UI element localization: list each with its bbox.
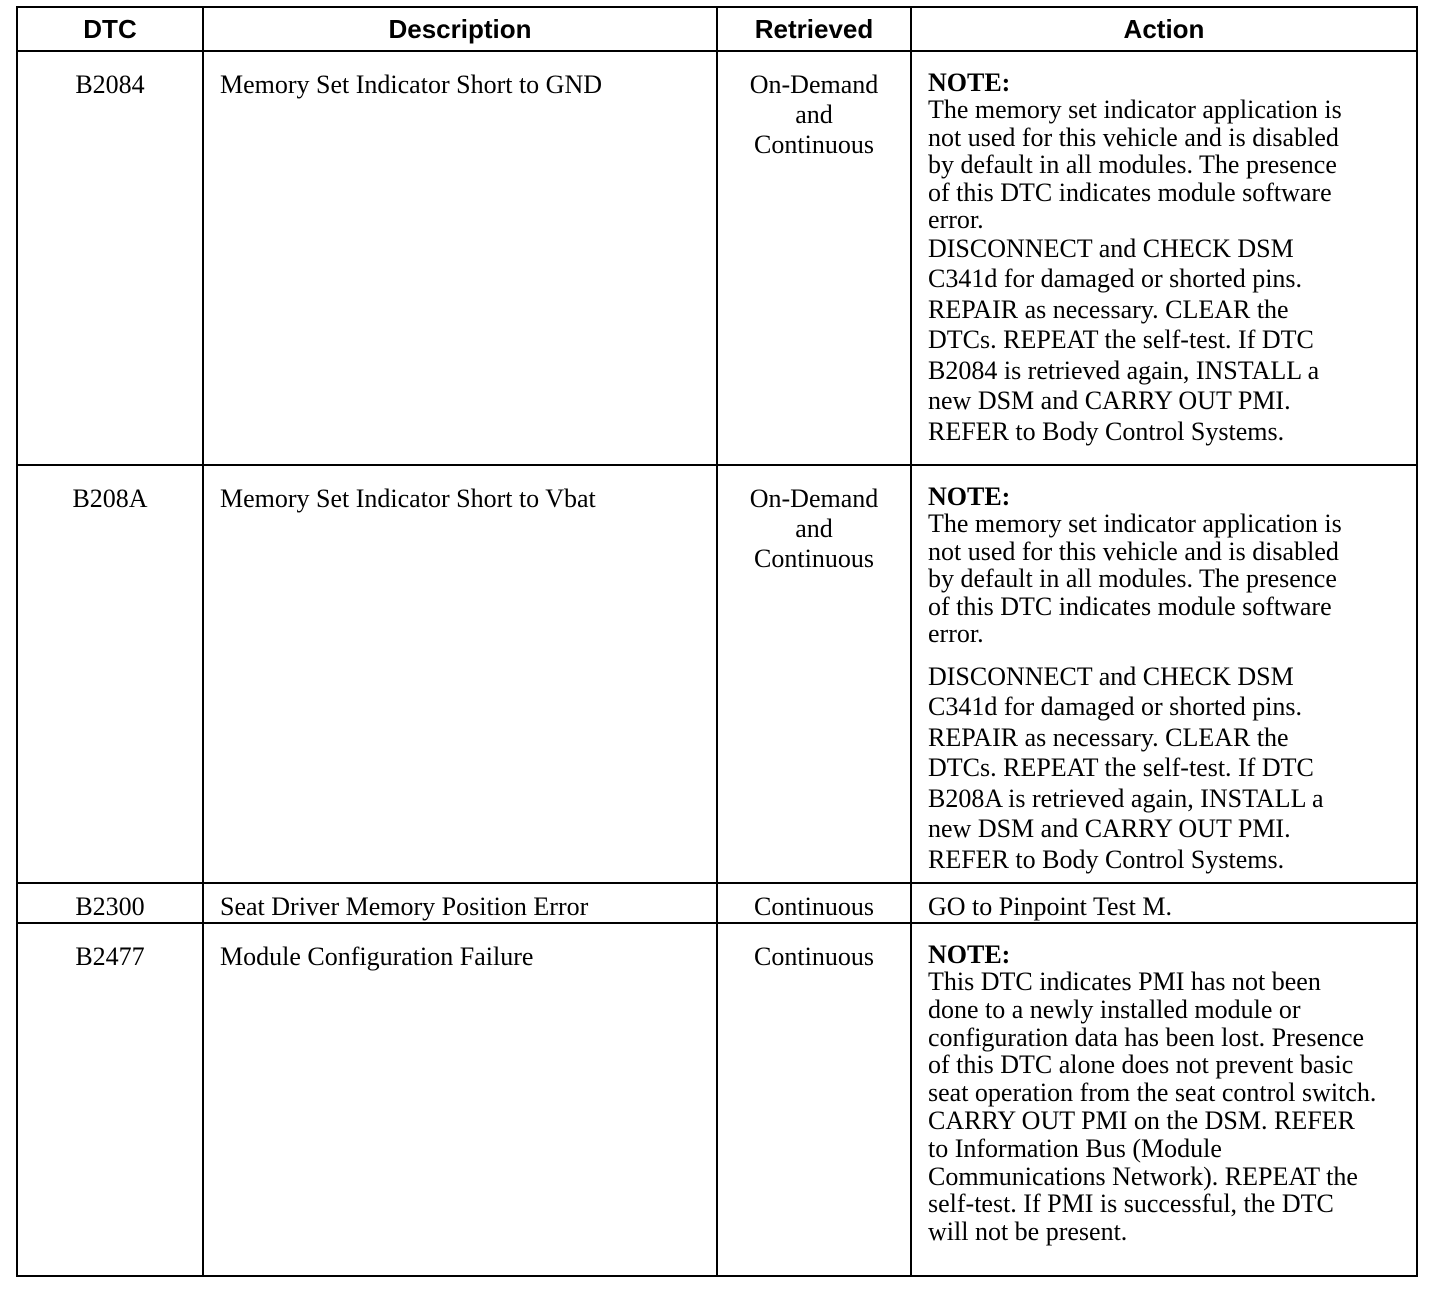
note-line: by default in all modules. The presence: [928, 150, 1337, 179]
dtc-code: B208A: [17, 465, 203, 883]
note-line: not used for this vehicle and is disabled: [928, 536, 1339, 566]
action-line: GO to Pinpoint Test M.: [928, 892, 1173, 921]
note-line: by default in all modules. The presence: [928, 564, 1337, 593]
retrieved-line: On-Demand: [749, 484, 879, 513]
action-line: B208A is retrieved again, INSTALL a: [928, 783, 1324, 813]
note-line: error.: [928, 619, 984, 648]
note-line: configuration data has been lost. Presence: [928, 1022, 1365, 1052]
action-line: REPAIR as necessary. CLEAR the: [928, 294, 1289, 324]
dtc-retrieved: [717, 883, 911, 923]
table-row: [17, 883, 1417, 923]
dtc-retrieved: [717, 51, 911, 465]
dtc-description: Module Configuration Failure: [203, 923, 717, 1276]
table-row: [17, 923, 1417, 1276]
header-description: Description: [203, 7, 717, 51]
action-line: REFER to Body Control Systems.: [928, 844, 1285, 874]
action-line: DISCONNECT and CHECK DSM: [928, 233, 1294, 263]
note-line: CARRY OUT PMI on the DSM. REFER: [928, 1105, 1355, 1135]
dtc-retrieved: [717, 923, 911, 1276]
dtc-retrieved: [717, 465, 911, 883]
note-line: done to a newly installed module or: [928, 994, 1301, 1024]
action-line: C341d for damaged or shorted pins.: [928, 692, 1303, 721]
dtc-code: B2477: [17, 923, 203, 1276]
note-line: of this DTC indicates module software: [928, 177, 1332, 207]
note-line: This DTC indicates PMI has not been: [928, 967, 1321, 996]
header-retrieved: Retrieved: [717, 7, 911, 51]
dtc-table: [16, 6, 1418, 1277]
dtc-description: Seat Driver Memory Position Error: [203, 883, 717, 923]
note-label: NOTE:: [928, 68, 1011, 97]
dtc-action: [911, 923, 1417, 1276]
action-line: C341d for damaged or shorted pins.: [928, 264, 1303, 293]
note-line: Communications Network). REPEAT the: [928, 1161, 1358, 1191]
action-line: new DSM and CARRY OUT PMI.: [928, 814, 1291, 843]
action-line: new DSM and CARRY OUT PMI.: [928, 386, 1291, 415]
action-line: REPAIR as necessary. CLEAR the: [928, 722, 1289, 752]
note-line: The memory set indicator application is: [928, 95, 1342, 124]
note-line: The memory set indicator application is: [928, 509, 1342, 538]
action-line: B2084 is retrieved again, INSTALL a: [928, 355, 1320, 385]
note-line: of this DTC indicates module software: [928, 591, 1332, 621]
dtc-action: [911, 465, 1417, 883]
dtc-code: B2084: [17, 51, 203, 465]
dtc-action: [911, 883, 1417, 923]
dtc-action: [911, 51, 1417, 465]
retrieved-line: Continuous: [754, 544, 874, 573]
note-label: NOTE:: [928, 940, 1011, 969]
table-row: [17, 51, 1417, 465]
retrieved-line: Continuous: [754, 942, 874, 971]
dtc-description: Memory Set Indicator Short to GND: [203, 51, 717, 465]
note-line: error.: [928, 205, 984, 234]
dtc-code: B2300: [17, 883, 203, 923]
action-line: DISCONNECT and CHECK DSM: [928, 661, 1294, 691]
note-line: seat operation from the seat control switch.: [928, 1078, 1377, 1108]
note-line: will not be present.: [928, 1217, 1128, 1247]
header-dtc: DTC: [17, 7, 203, 51]
header-row: [17, 7, 1417, 51]
header-action: Action: [911, 7, 1417, 51]
dtc-description: Memory Set Indicator Short to Vbat: [203, 465, 717, 883]
action-line: DTCs. REPEAT the self-test. If DTC: [928, 753, 1314, 782]
table-row: [17, 465, 1417, 883]
retrieved-line: and: [795, 514, 833, 543]
action-line: DTCs. REPEAT the self-test. If DTC: [928, 325, 1314, 354]
retrieved-line: Continuous: [754, 130, 874, 159]
note-label: NOTE:: [928, 482, 1011, 511]
note-line: of this DTC alone does not prevent basic: [928, 1050, 1354, 1080]
note-line: to Information Bus (Module: [928, 1133, 1222, 1163]
retrieved-line: and: [795, 100, 833, 129]
note-line: self-test. If PMI is successful, the DTC: [928, 1189, 1334, 1219]
action-line: REFER to Body Control Systems.: [928, 416, 1285, 446]
note-line: not used for this vehicle and is disabled: [928, 122, 1339, 152]
retrieved-line: On-Demand: [749, 70, 879, 99]
retrieved-line: Continuous: [754, 892, 874, 921]
